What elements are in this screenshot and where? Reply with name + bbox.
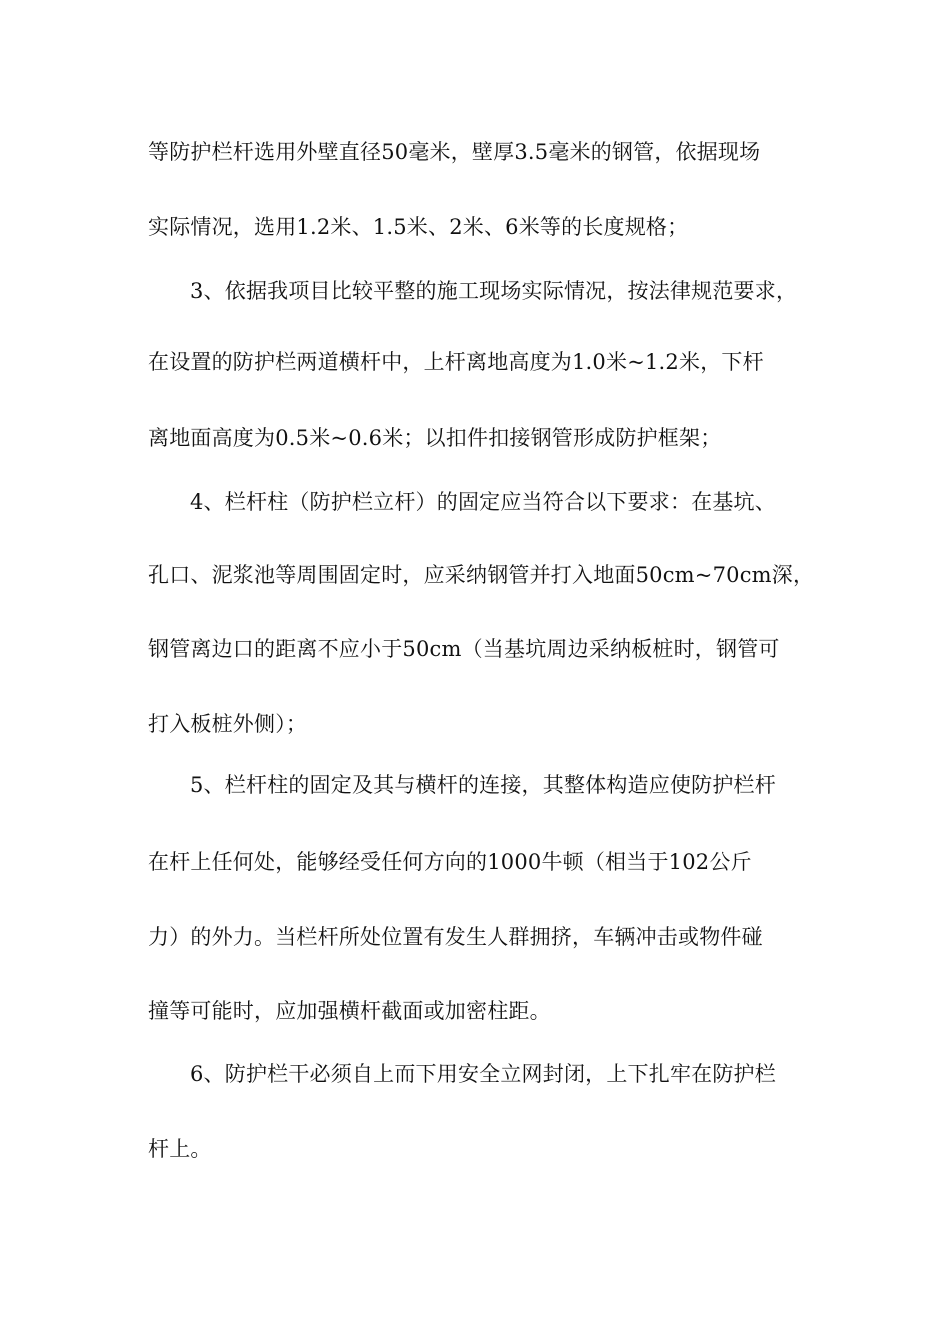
text-line: 6、防护栏干必须自上而下用安全立网封闭，上下扎牢在防护栏 (190, 1062, 776, 1086)
text-line: 在杆上任何处，能够经受任何方向的1000牛顿（相当于102公斤 (148, 850, 752, 874)
text-line: 离地面高度为0.5米~0.6米；以扣件扣接钢管形成防护框架； (148, 426, 722, 450)
text-line: 等防护栏杆选用外壁直径50毫米，壁厚3.5毫米的钢管，依据现场 (148, 140, 761, 164)
text-line: 杆上。 (148, 1137, 212, 1161)
text-line: 在设置的防护栏两道横杆中，上杆离地高度为1.0米~1.2米，下杆 (148, 350, 764, 374)
text-line: 3、依据我项目比较平整的施工现场实际情况，按法律规范要求， (190, 279, 798, 303)
text-line: 打入板桩外侧）； (148, 712, 308, 736)
text-line: 力）的外力。当栏杆所处位置有发生人群拥挤，车辆冲击或物件碰 (148, 925, 763, 949)
text-line: 孔口、泥浆池等周围固定时，应采纳钢管并打入地面50cm~70cm深， (148, 563, 815, 587)
text-line: 4、栏杆柱（防护栏立杆）的固定应当符合以下要求：在基坑、 (190, 490, 776, 514)
text-line: 5、栏杆柱的固定及其与横杆的连接，其整体构造应使防护栏杆 (190, 773, 776, 797)
text-line: 钢管离边口的距离不应小于50cm（当基坑周边采纳板桩时，钢管可 (148, 637, 780, 661)
text-line: 实际情况，选用1.2米、1.5米、2米、6米等的长度规格； (148, 215, 689, 239)
text-line: 撞等可能时，应加强横杆截面或加密柱距。 (148, 999, 551, 1023)
